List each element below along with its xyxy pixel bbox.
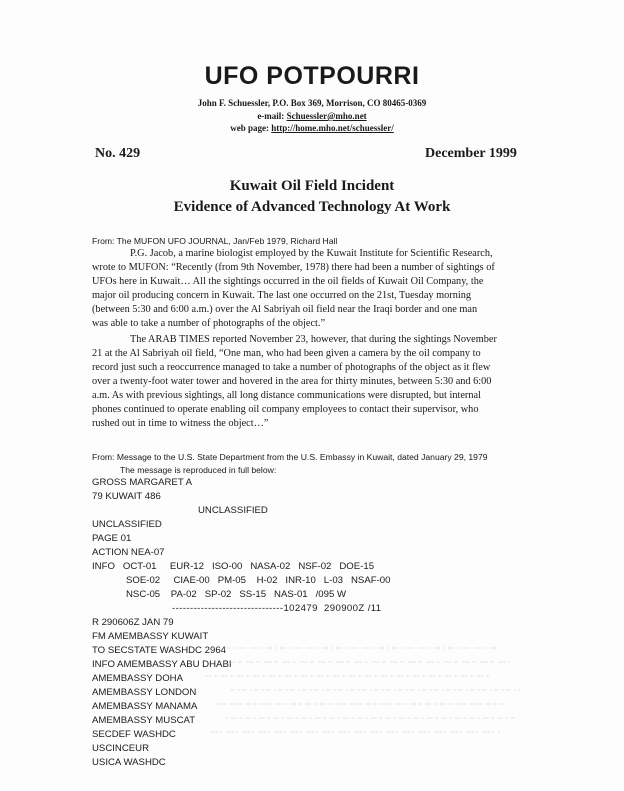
email-link[interactable]: Schuessler@mho.net bbox=[286, 111, 367, 121]
body-line: over a twenty-foot water tower and hovered in the area for thirty minutes, between 5:30 and 6:00 bbox=[92, 376, 492, 387]
body-line: UFOs here in Kuwait… All the sightings occurred in the oil fields of Kuwait Oil Company, the bbox=[92, 276, 484, 287]
telegram-line: INFO AMEMBASSY ABU DHABI bbox=[92, 659, 232, 670]
telegram-line: AMEMBASSY DOHA bbox=[92, 673, 183, 684]
telegram-line: GROSS MARGARET A bbox=[92, 477, 193, 488]
email-label: e-mail: bbox=[257, 111, 285, 121]
body-line: P.G. Jacob, a marine biologist employed by the Kuwait Institute for Scientific Research, bbox=[130, 248, 493, 259]
telegram-line: AMEMBASSY LONDON bbox=[92, 687, 197, 698]
body-line: was able to take a number of photographs of the object.” bbox=[92, 318, 326, 329]
body-line: 21 at the Al Sabriyah oil field, “One man, who had been given a camera by the oil company to bbox=[92, 348, 481, 359]
body-line: a.m. As with previous sightings, all long distance communications were disrupted, but internal bbox=[92, 390, 481, 401]
email-line bbox=[0, 111, 624, 121]
issue-date: December 1999 bbox=[425, 146, 517, 161]
issue-number: No. 429 bbox=[95, 146, 141, 161]
body-line: rushed out in time to witness the object…” bbox=[92, 418, 269, 429]
newsletter-title: UFO POTPOURRI bbox=[204, 62, 420, 90]
telegram-line: 79 KUWAIT 486 bbox=[92, 491, 161, 502]
telegram-line: TO SECSTATE WASHDC 2964 bbox=[92, 645, 226, 656]
body-line: The ARAB TIMES reported November 23, however, that during the sightings November bbox=[130, 334, 497, 345]
bleed-through-texture bbox=[200, 640, 530, 760]
headline-line-2: Evidence of Advanced Technology At Work bbox=[173, 199, 451, 215]
telegram-line: -------------------------------102479 290900Z /11 bbox=[172, 603, 382, 614]
telegram-line: FM AMEMBASSY KUWAIT bbox=[92, 631, 209, 642]
web-link[interactable]: http://home.mho.net/schuessler/ bbox=[271, 123, 394, 133]
web-line bbox=[0, 123, 624, 133]
body-line: (between 5:30 and 6:00 a.m.) over the Al Sabriyah oil field near the Iraqi border and one man bbox=[92, 304, 478, 315]
telegram-line: NSC-05 PA-02 SP-02 SS-15 NAS-01 /095 W bbox=[126, 589, 347, 600]
publisher-address: John F. Schuessler, P.O. Box 369, Morrison, CO 80465-0369 bbox=[197, 98, 427, 108]
telegram-line: R 290606Z JAN 79 bbox=[92, 617, 174, 628]
body-line: record just such a reoccurrence managed to take a number of photographs of the object as it flew bbox=[92, 362, 491, 373]
section1-source: From: The MUFON UFO JOURNAL, Jan/Feb 1979, Richard Hall bbox=[92, 236, 338, 246]
body-line: major oil producing concern in Kuwait. The last one occurred on the 21st, Tuesday morning bbox=[92, 290, 472, 301]
telegram-line: PAGE 01 bbox=[92, 533, 132, 544]
telegram-line: AMEMBASSY MANAMA bbox=[92, 701, 198, 712]
section2-note: The message is reproduced in full below: bbox=[120, 465, 277, 475]
body-line: wrote to MUFON: “Recently (from 9th November, 1978) there had been a number of sightings of bbox=[92, 262, 495, 273]
web-label: web page: bbox=[230, 123, 269, 133]
telegram-line: INFO OCT-01 EUR-12 ISO-00 NASA-02 NSF-02 DOE-15 bbox=[92, 561, 375, 572]
telegram-line: USCINCEUR bbox=[92, 743, 150, 754]
telegram-line: SOE-02 CIAE-00 PM-05 H-02 INR-10 L-03 NSAF-00 bbox=[126, 575, 391, 586]
telegram-line: SECDEF WASHDC bbox=[92, 729, 176, 740]
telegram-line: UNCLASSIFIED bbox=[92, 519, 162, 530]
section2-source: From: Message to the U.S. State Department from the U.S. Embassy in Kuwait, dated January 29, 1979 bbox=[92, 452, 488, 462]
telegram-line: ACTION NEA-07 bbox=[92, 547, 165, 558]
telegram-line: AMEMBASSY MUSCAT bbox=[92, 715, 196, 726]
headline-line-1: Kuwait Oil Field Incident bbox=[229, 178, 395, 194]
telegram-line: UNCLASSIFIED bbox=[198, 505, 268, 516]
body-line: phones continued to operate enabling oil company employees to contact their supervisor, who bbox=[92, 404, 479, 415]
telegram-line: USICA WASHDC bbox=[92, 757, 166, 768]
